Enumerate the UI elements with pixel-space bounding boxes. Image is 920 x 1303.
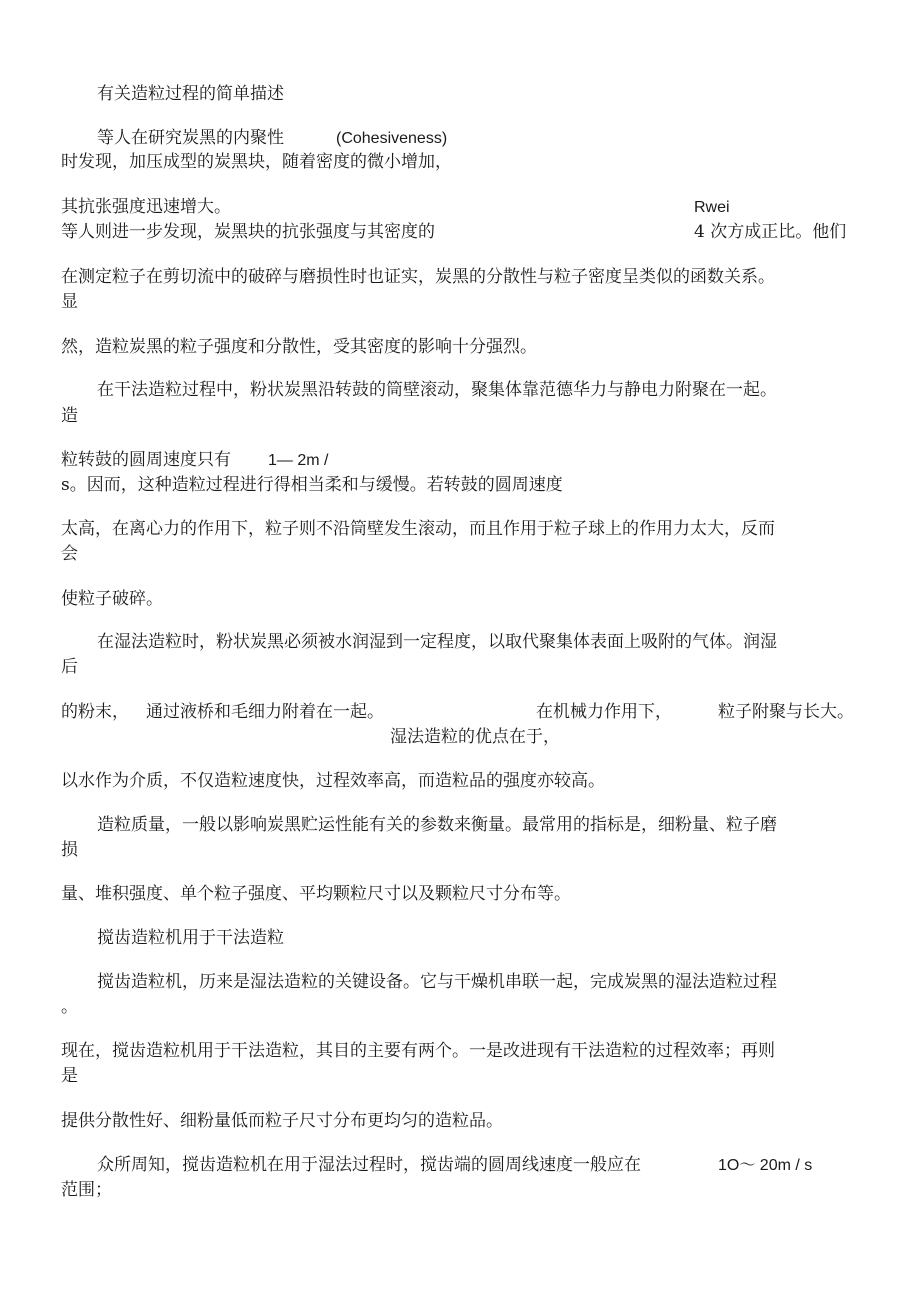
paragraph-line: 在干法造粒过程中，粉状炭黑沿转鼓的筒壁滚动，聚集体靠范德华力与静电力附聚在一起。 — [97, 380, 777, 400]
paragraph-line: 时发现，加压成型的炭黑块，随着密度的微小增加， — [61, 152, 452, 172]
paragraph-line: 使粒子破碎。 — [61, 589, 163, 609]
paragraph-fragment: 的粉末， — [61, 702, 129, 722]
paragraph-line: 在湿法造粒时，粉状炭黑必须被水润湿到一定程度，以取代聚集体表面上吸附的气体。润湿 — [97, 632, 777, 652]
speed-value: 1— 2m / — [268, 452, 329, 469]
paragraph-fragment: 湿法造粒的优点在于， — [390, 727, 560, 747]
paragraph-fragment: 粒子附聚与长大。 — [718, 702, 854, 722]
wrap-char: 是 — [61, 1066, 78, 1086]
paragraph-line: 等人在研究炭黑的内聚性 — [97, 128, 284, 148]
wrap-char: 造 — [61, 406, 78, 426]
paragraph-line-tail: 4 次方成正比。他们 — [694, 222, 847, 242]
paragraph-line: 提供分散性好、细粉量低而粒子尺寸分布更均匀的造粒品。 — [61, 1111, 503, 1131]
wrap-char: 会 — [61, 544, 78, 564]
section-heading: 搅齿造粒机用于干法造粒 — [97, 928, 284, 948]
paragraph-line: 在测定粒子在剪切流中的破碎与磨损性时也证实，炭黑的分散性与粒子密度呈类似的函数关系。 — [61, 267, 775, 287]
paragraph-line: 搅齿造粒机，历来是湿法造粒的关键设备。它与干燥机串联一起，完成炭黑的湿法造粒过程 — [97, 972, 777, 992]
paragraph-line: 众所周知，搅齿造粒机在用于湿法过程时，搅齿端的圆周线速度一般应在 — [97, 1155, 641, 1175]
speed-value: 1O～ 20m / s — [718, 1157, 813, 1174]
doc-title: 有关造粒过程的简单描述 — [97, 84, 284, 104]
paragraph-line: 太高，在离心力的作用下，粒子则不沿筒壁发生滚动，而且作用于粒子球上的作用力太大，反而 — [61, 519, 775, 539]
wrap-char: 。 — [61, 997, 78, 1017]
paragraph-line: 以水作为介质，不仅造粒速度快，过程效率高，而造粒品的强度亦较高。 — [61, 771, 605, 791]
paragraph-line: 等人则进一步发现，炭黑块的抗张强度与其密度的 — [61, 222, 435, 242]
english-term: (Cohesiveness) — [336, 130, 448, 147]
paragraph-line: 粒转鼓的圆周速度只有 — [61, 450, 231, 470]
paragraph-fragment: 通过液桥和毛细力附着在一起。 — [146, 702, 384, 722]
paragraph-line: 现在，搅齿造粒机用于干法造粒，其目的主要有两个。一是改进现有干法造粒的过程效率；再则 — [61, 1041, 775, 1061]
paragraph-line: s。因而，这种造粒过程进行得相当柔和与缓慢。若转鼓的圆周速度 — [61, 475, 563, 495]
author-name: Rwei — [694, 199, 730, 216]
paragraph-line: 量、堆积强度、单个粒子强度、平均颗粒尺寸以及颗粒尺寸分布等。 — [61, 884, 571, 904]
paragraph-line: 范围； — [61, 1180, 112, 1200]
paragraph-fragment: 在机械力作用下， — [536, 702, 672, 722]
wrap-char: 显 — [61, 292, 78, 312]
paragraph-line: 然，造粒炭黑的粒子强度和分散性，受其密度的影响十分强烈。 — [61, 337, 537, 357]
wrap-char: 后 — [61, 657, 78, 677]
paragraph-line: 造粒质量，一般以影响炭黑贮运性能有关的参数来衡量。最常用的指标是，细粉量、粒子磨 — [97, 815, 777, 835]
wrap-char: 损 — [61, 840, 78, 860]
paragraph-line: 其抗张强度迅速增大。 — [61, 197, 231, 217]
